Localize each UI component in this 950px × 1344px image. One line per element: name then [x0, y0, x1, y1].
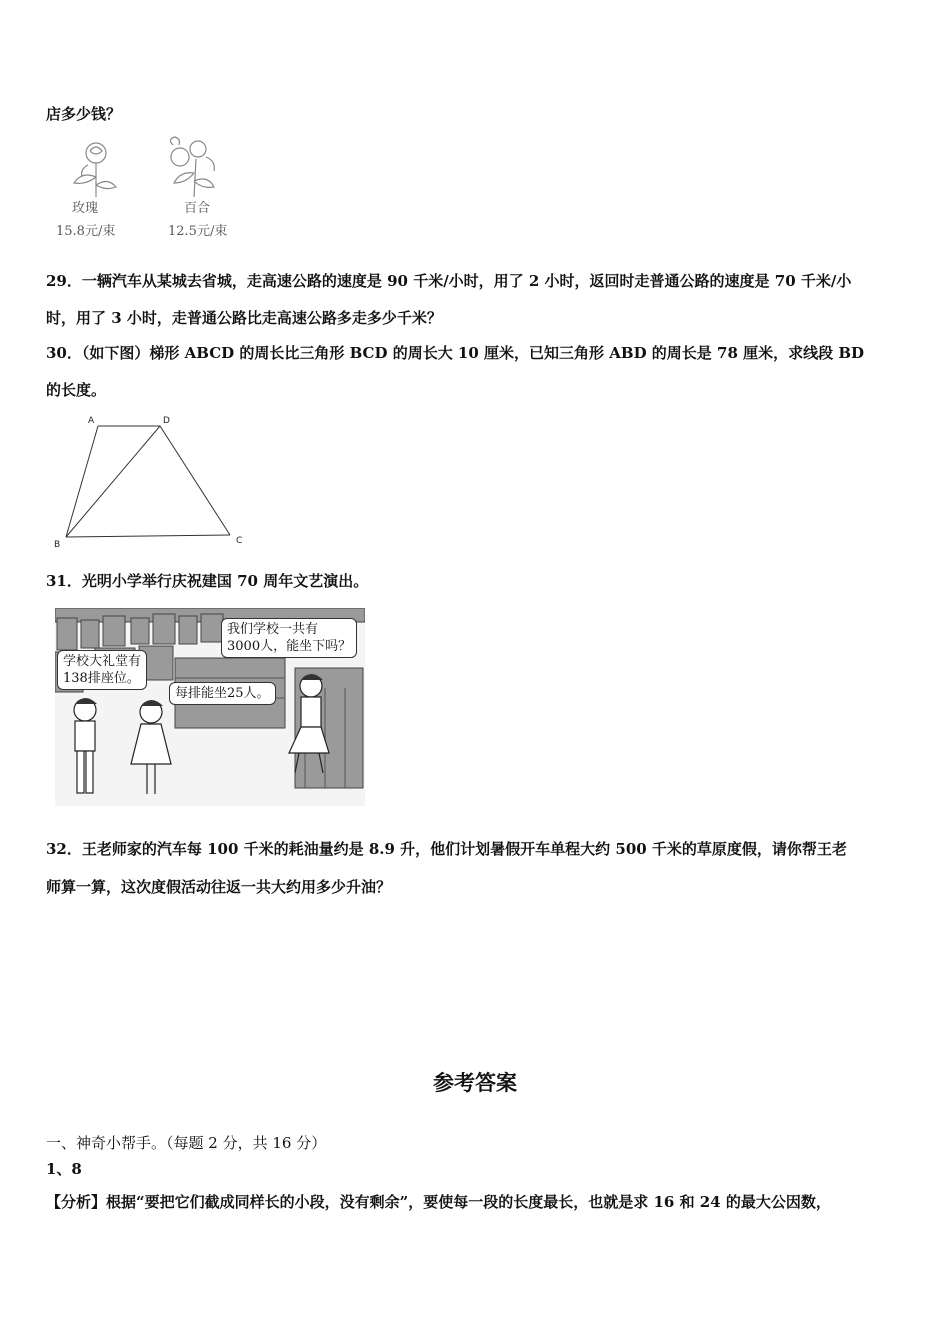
trapezoid-svg: [48, 410, 258, 555]
q32-line2: 师算一算，这次度假活动往返一共大约用多少升油？: [46, 878, 392, 896]
answer-item1: 1、8: [46, 1160, 82, 1178]
answer-analysis: 【分析】根据“要把它们截成同样长的小段，没有剩余”，要使每一段的长度最长，也就是求 16 和 24 的最大公因数，: [46, 1193, 831, 1211]
vertex-d-label: D: [163, 416, 170, 426]
rose-name: 玫瑰: [72, 201, 99, 216]
trapezoid-figure: [48, 410, 258, 555]
q29-line1: 29．一辆汽车从某城去省城，走高速公路的速度是 90 千米/小时，用了 2 小时，返回时走普通公路的速度是 70 千米/小: [46, 272, 852, 290]
answers-section1: 一、神奇小帮手。（每题 2 分，共 16 分）: [46, 1134, 327, 1152]
answers-title: 参考答案: [433, 1070, 517, 1095]
bubble-left: [57, 650, 147, 690]
bubble-left-line2: 138排座位。: [63, 671, 140, 686]
vertex-b-label: B: [54, 540, 61, 550]
bubble-left-line1: 学校大礼堂有: [63, 654, 142, 669]
lily-name: 百合: [184, 201, 211, 216]
bubble-right: [221, 618, 357, 658]
q28-tail-text: 店多少钱？: [46, 105, 122, 123]
edge-dc: [160, 426, 230, 535]
bubble-right-line1: 我们学校一共有: [227, 622, 319, 637]
vertex-a-label: A: [88, 416, 95, 426]
bubble-right-line2: 3000人，能坐下吗？: [227, 639, 352, 654]
auditorium-illustration: [55, 608, 365, 806]
q29-line2: 时，用了 3 小时，走普通公路比走高速公路多走多少千米？: [46, 309, 442, 327]
vertex-c-label: C: [236, 536, 243, 546]
lily-icon: [171, 148, 189, 166]
q31-line1: 31．光明小学举行庆祝建国 70 周年文艺演出。: [46, 572, 369, 590]
edge-ab: [66, 426, 98, 537]
bubble-middle: [169, 682, 276, 705]
bubble-middle-line1: 每排能坐25人。: [175, 686, 270, 701]
rose-icon: [86, 143, 106, 163]
edge-bc: [66, 535, 230, 537]
flower-price-figure: [48, 135, 248, 245]
q30-line1: 30．（如下图）梯形 ABCD 的周长比三角形 BCD 的周长大 10 厘米，已知三角形 ABD 的周长是 78 厘米，求线段 BD: [46, 344, 865, 362]
rose-price: 15.8元/束: [56, 224, 116, 239]
lily-price: 12.5元/束: [168, 224, 228, 239]
q30-line2: 的长度。: [46, 381, 107, 399]
diagonal-bd: [66, 426, 160, 537]
q32-line1: 32．王老师家的汽车每 100 千米的耗油量约是 8.9 升，他们计划暑假开车单程大约 500 千米的草原度假，请你帮王老: [46, 840, 847, 858]
